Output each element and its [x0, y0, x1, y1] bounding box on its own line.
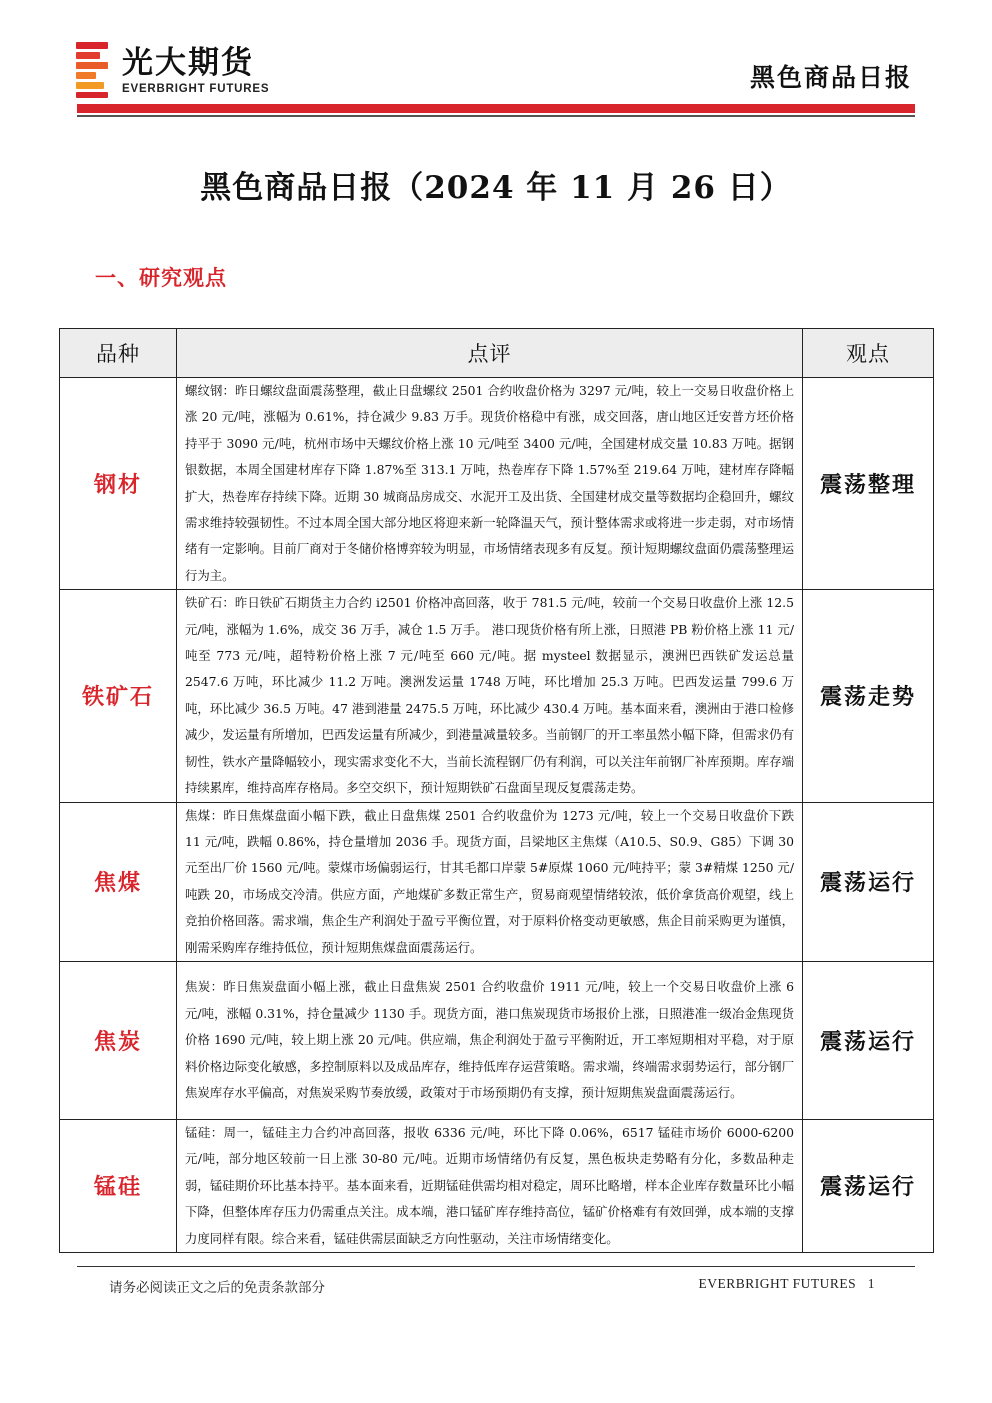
variety-cell: 铁矿石 [60, 590, 177, 802]
column-header-comment: 点评 [177, 329, 803, 378]
column-header-variety: 品种 [60, 329, 177, 378]
footer-divider [77, 1266, 915, 1267]
comment-cell: 锰硅：周一，锰硅主力合约冲高回落，报收 6336 元/吨，环比下降 0.06%，6517 锰硅市场价 6000-6200 元/吨，部分地区较前一日上涨 30-80 元/吨。近期市场情绪仍有反复，黑色板块走势略有分化，多数品种走弱，锰硅期价环比基本持平。基本面来看，近期锰硅供需均相对稳定，周环比略增，样本企业库存数量环比小幅下降，但整体库存压力仍需重点关注。成本端，港口锰矿库存维持高位，锰矿价格难有有效回弹，成本端的支撑力度同样有限。综合来看，锰硅供需层面缺乏方向性驱动，关注市场情绪变化。 [177, 1119, 803, 1252]
comment-cell: 焦炭：昨日焦炭盘面小幅上涨，截止日盘焦炭 2501 合约收盘价 1911 元/吨，较上一个交易日收盘价上涨 6 元/吨，涨幅 0.31%，持仓量减少 1130 手。现货方面，港口焦炭现货市场报价上涨，日照港准一级冶金焦现货价格 1690 元/吨，较上期上涨 20 元/吨。供应端，焦企利润处于盈亏平衡附近，开工率短期相对平稳，对于原料价格边际变化敏感，多控制原料以及成品库存，维持低库存运营策略。需求端，终端需求弱势运行，部分钢厂焦炭库存水平偏高，对焦炭采购节奏放缓，政策对于市场预期仍有支撑，预计短期焦炭盘面震荡运行。 [177, 961, 803, 1119]
variety-cell: 钢材 [60, 378, 177, 590]
table-header-row [60, 329, 934, 378]
table-row [60, 961, 934, 1119]
table-row [60, 590, 934, 802]
variety-cell: 焦煤 [60, 802, 177, 961]
view-cell: 震荡运行 [803, 802, 934, 961]
company-logo [76, 42, 269, 98]
column-header-view: 观点 [803, 329, 934, 378]
view-cell: 震荡运行 [803, 1119, 934, 1252]
comment-cell: 螺纹钢：昨日螺纹盘面震荡整理，截止日盘螺纹 2501 合约收盘价格为 3297 元/吨，较上一交易日收盘价格上涨 20 元/吨，涨幅为 0.61%，持仓减少 9.83 万手。现货价格稳中有涨，成交回落，唐山地区迁安普方坯价格持平于 3090 元/吨，杭州市场中天螺纹价格上涨 10 元/吨至 3400 元/吨，全国建材成交量 10.83 万吨。据钢银数据，本周全国建材库存下降 1.87%至 313.1 万吨，热卷库存下降 1.57%至 219.64 万吨，建材库存降幅扩大，热卷库存持续下降。近期 30 城商品房成交、水泥开工及出货、全国建材成交量等数据均企稳回升，螺纹需求维持较强韧性。不过本周全国大部分地区将迎来新一轮降温天气，预计整体需求或将进一步走弱，对市场情绪有一定影响。目前厂商对于冬储价格博弈较为明显，市场情绪表现多有反复。预计短期螺纹盘面仍震荡整理运行为主。 [177, 378, 803, 590]
brand-name-en: EVERBRIGHT FUTURES [122, 82, 270, 95]
logo-mark-icon [76, 42, 108, 98]
comment-cell: 铁矿石：昨日铁矿石期货主力合约 i2501 价格冲高回落，收于 781.5 元/吨，较前一个交易日收盘价上涨 12.5 元/吨，涨幅为 1.6%，成交 36 万手，减仓 1.5 万手。 港口现货价格有所上涨，日照港 PB 粉价格上涨 11 元/吨至 773 元/吨，超特粉价格上涨 7 元/吨至 660 元/吨。据 mysteel 数据显示，澳洲巴西铁矿发运总量 2547.6 万吨，环比减少 11.2 万吨。澳洲发运量 1748 万吨，环比增加 25.3 万吨。巴西发运量 799.6 万吨，环比减少 36.5 万吨。47 港到港量 2475.5 万吨，环比减少 430.4 万吨。基本面来看，澳洲由于港口检修减少，发运量有所增加，巴西发运量有所减少，到港量减量较多。当前钢厂的开工率虽然小幅下降，但需求仍有韧性，铁水产量降幅较小，现实需求变化不大，当前长流程钢厂仍有利润，可以关注年前钢厂补库预期。库存端持续累库，维持高库存格局。多空交织下，预计短期铁矿石盘面呈现反复震荡走势。 [177, 590, 803, 802]
section-heading: 一、研究观点 [95, 265, 227, 290]
page-title: 黑色商品日报（2024 年 11 月 26 日） [200, 170, 792, 206]
table-row [60, 1119, 934, 1252]
header-divider [77, 104, 915, 113]
comment-cell: 焦煤：昨日焦煤盘面小幅下跌，截止日盘焦煤 2501 合约收盘价为 1273 元/吨，较上一个交易日收盘价下跌 11 元/吨，跌幅 0.86%，持仓量增加 2036 手。现货方面，吕梁地区主焦煤（A10.5、S0.9、G85）下调 30 元至出厂价 1560 元/吨。蒙煤市场偏弱运行，甘其毛都口岸蒙 5#原煤 1060 元/吨持平；蒙 3#精煤 1250 元/吨跌 20，市场成交冷清。供应方面，产地煤矿多数正常生产，贸易商观望情绪较浓，低价拿货高价观望，线上竞拍价格回落。需求端，焦企生产利润处于盈亏平衡位置，对于原料价格变动更敏感，焦企目前采购更为谨慎，刚需采购库存维持低位，预计短期焦煤盘面震荡运行。 [177, 802, 803, 961]
table-row [60, 802, 934, 961]
report-name: 黑色商品日报 [749, 63, 912, 92]
brand-name-cn: 光大期货 [122, 44, 254, 81]
page-number: 1 [867, 1276, 875, 1291]
footer-brand [698, 1276, 875, 1292]
variety-cell: 锰硅 [60, 1119, 177, 1252]
variety-cell: 焦炭 [60, 961, 177, 1119]
view-cell: 震荡走势 [803, 590, 934, 802]
footer-brand-name: EVERBRIGHT FUTURES [698, 1276, 857, 1291]
table-row [60, 378, 934, 590]
footer-disclaimer: 请务必阅读正文之后的免责条款部分 [109, 1280, 325, 1296]
view-cell: 震荡整理 [803, 378, 934, 590]
view-cell: 震荡运行 [803, 961, 934, 1119]
research-views-table [59, 328, 934, 1253]
header-divider-thin [77, 115, 915, 117]
